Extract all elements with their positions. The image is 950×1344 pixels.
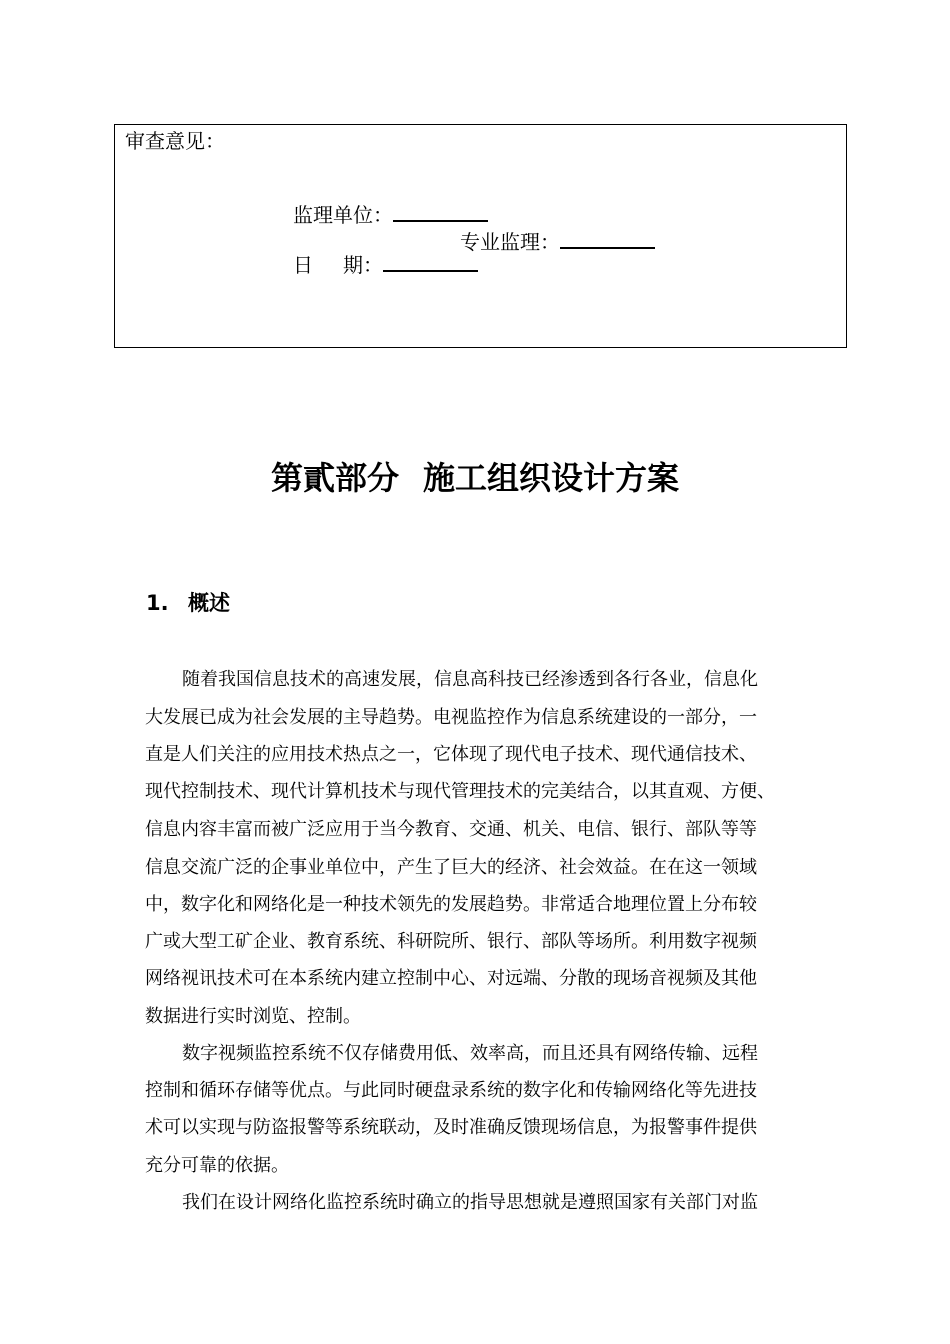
body-line: 大发展已成为社会发展的主导趋势。电视监控作为信息系统建设的一部分，一 [145, 707, 757, 728]
body-line: 网络视讯技术可在本系统内建立控制中心、对远端、分散的现场音视频及其他 [145, 968, 757, 989]
body-line: 术可以实现与防盗报警等系统联动，及时准确反馈现场信息，为报警事件提供 [145, 1117, 757, 1138]
body-line: 信息内容丰富而被广泛应用于当今教育、交通、机关、电信、银行、部队等等 [145, 819, 757, 840]
review-box [114, 124, 847, 348]
date-line [293, 250, 478, 278]
part-title [0, 454, 950, 502]
part-title-name: 施工组织设计方案 [423, 459, 680, 497]
body-line: 随着我国信息技术的高速发展，信息高科技已经渗透到各行各业，信息化 [182, 669, 758, 690]
body-line: 广或大型工矿企业、教育系统、科研院所、银行、部队等场所。利用数字视频 [145, 931, 757, 952]
body-line: 中，数字化和网络化是一种技术领先的发展趋势。非常适合地理位置上分布较 [145, 894, 757, 915]
date-label-rest: 期： [343, 253, 383, 277]
supervision-unit-label: 监理单位： [293, 203, 393, 227]
review-label: 审查意见： [125, 129, 225, 153]
body-line: 控制和循环存储等优点。与此同时硬盘录系统的数字化和传输网络化等先进技 [145, 1080, 757, 1101]
body-line: 我们在设计网络化监控系统时确立的指导思想就是遵照国家有关部门对监 [182, 1192, 758, 1213]
body-line: 数据进行实时浏览、控制。 [145, 1006, 361, 1027]
date-label-char: 日 [293, 253, 313, 277]
body-line: 直是人们关注的应用技术热点之一，它体现了现代电子技术、现代通信技术、 [145, 744, 757, 765]
body-line: 信息交流广泛的企事业单位中，产生了巨大的经济、社会效益。在在这一领域 [145, 857, 757, 878]
section-title: 概述 [188, 591, 230, 615]
body-line: 充分可靠的依据。 [145, 1155, 289, 1176]
professional-supervisor-label: 专业监理： [460, 230, 560, 254]
body-line: 数字视频监控系统不仅存储费用低、效率高，而且还具有网络传输、远程 [182, 1043, 758, 1064]
supervision-unit-line [293, 200, 488, 228]
section-number: 1. [146, 591, 169, 615]
supervision-unit-blank [393, 200, 488, 222]
professional-supervisor-blank [560, 227, 655, 249]
body-line: 现代控制技术、现代计算机技术与现代管理技术的完美结合，以其直观、方便、 [145, 781, 775, 802]
section-heading [146, 588, 230, 618]
date-blank [383, 250, 478, 272]
professional-supervisor-line [460, 227, 655, 255]
part-title-part: 第貳部分 [270, 459, 399, 497]
